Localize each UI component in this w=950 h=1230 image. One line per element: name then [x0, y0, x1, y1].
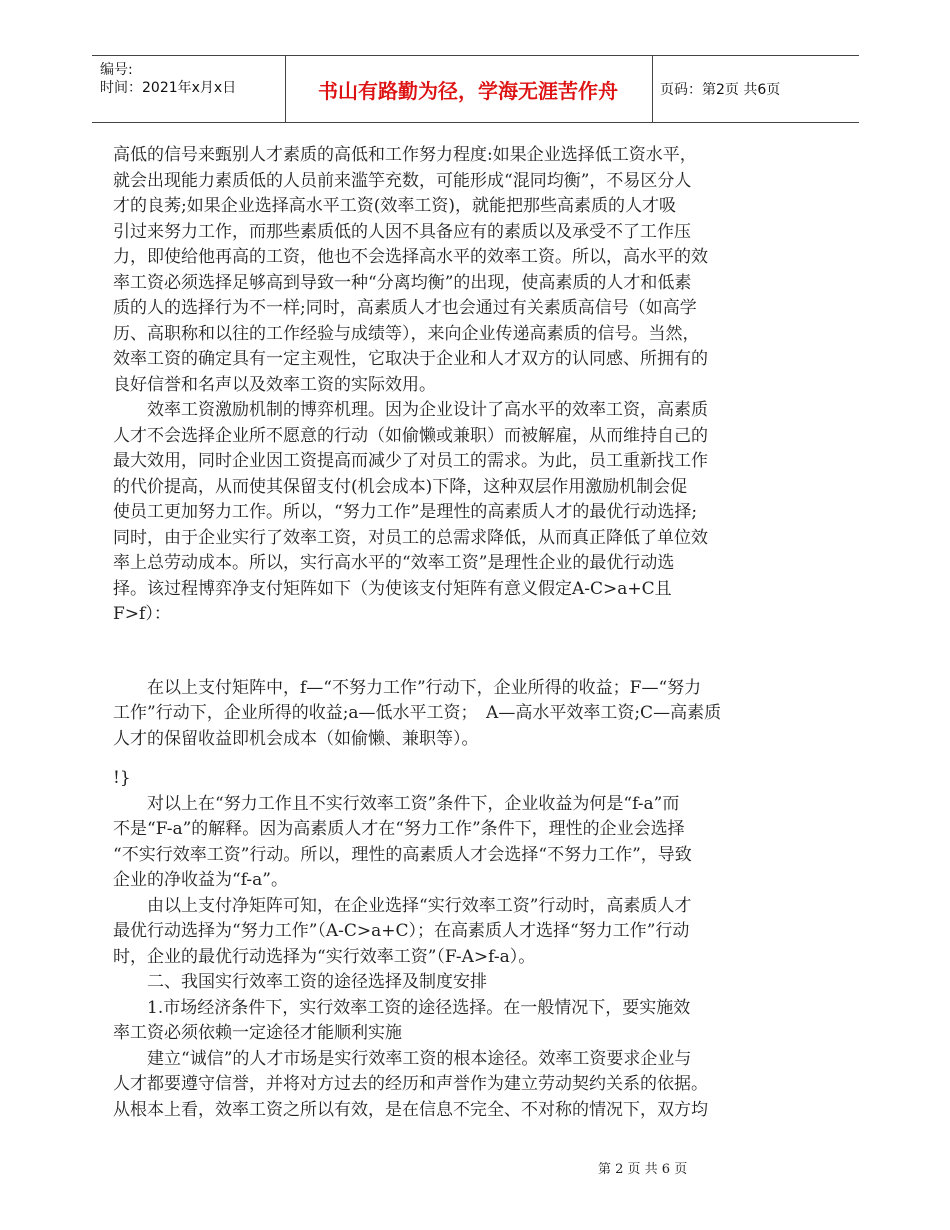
- text-line: 时，企业的最优行动选择为“实行效率工资”（F-A>f-a）。: [113, 946, 536, 967]
- page-header: [92, 55, 859, 123]
- body-paragraphs-3: [113, 766, 773, 1123]
- page-footer: 第 2 页 共 6 页: [598, 1162, 688, 1177]
- header-divider-left: [285, 56, 286, 122]
- text-line: F>f）：: [113, 604, 171, 624]
- document-body: [113, 143, 773, 1123]
- text-line: 才的良莠;如果企业选择高水平工资(效率工资)，就能把那些高素质的人才吸: [113, 196, 676, 216]
- text-line: “不实行效率工资”行动。所以，理性的高素质人才会选择“不努力工作”，导致: [113, 844, 692, 865]
- text-line: 良好信誉和名声以及效率工资的实际效用。: [113, 374, 436, 395]
- text-line: 力，即使给他再高的工资，他也不会选择高水平的效率工资。所以，高水平的效: [113, 247, 708, 267]
- text-line: 就会出现能力素质低的人员前来滥竽充数，可能形成“混同均衡”，不易区分人: [113, 170, 692, 191]
- text-line: 企业的净收益为“f-a”。: [113, 870, 288, 890]
- header-number-label: 编号:: [100, 62, 133, 78]
- text-line: 历、高职称和以往的工作经验与成绩等），来向企业传递高素质的信号。当然，: [113, 323, 700, 344]
- text-line: !}: [113, 768, 131, 788]
- text-line: 使员工更加努力工作。所以，“努力工作”是理性的高素质人才的最优行动选择;: [113, 502, 698, 522]
- payoff-matrix-placeholder: [113, 628, 773, 676]
- text-line: 1.市场经济条件下，实行效率工资的途径选择。在一般情况下，要实施效: [113, 997, 691, 1018]
- text-line: 效率工资的确定具有一定主观性，它取决于企业和人才双方的认同感、所拥有的: [113, 349, 708, 369]
- text-line: 择。该过程博弈净支付矩阵如下（为使该支付矩阵有意义假定A-C>a+C且: [113, 578, 672, 599]
- text-line: 高低的信号来甄别人才素质的高低和工作努力程度:如果企业选择低工资水平，: [113, 145, 697, 165]
- text-line: 率上总劳动成本。所以，实行高水平的“效率工资”是理性企业的最优行动选: [113, 553, 675, 573]
- text-line: 在以上支付矩阵中，f—“不努力工作”行动下，企业所得的收益；F—“努力: [113, 677, 702, 698]
- text-line: 质的人的选择行为不一样;同时，高素质人才也会通过有关素质高信号（如高学: [113, 298, 697, 318]
- text-line: 对以上在“努力工作且不实行效率工资”条件下，企业收益为何是“f-a”而: [113, 793, 680, 814]
- header-page-info: 页码：第2页 共6页: [660, 82, 781, 98]
- text-line: 引过来努力工作，而那些素质低的人因不具备应有的素质以及承受不了工作压: [113, 221, 691, 242]
- text-line: 不是“F-a”的解释。因为高素质人才在“努力工作”条件下，理性的企业会选择: [113, 819, 685, 839]
- text-line: 最大效用，同时企业因工资提高而减少了对员工的需求。为此，员工重新找工作: [113, 451, 708, 471]
- header-motto: 书山有路勤为径，学海无涯苦作舟: [318, 78, 618, 103]
- paragraph-gap: [113, 752, 773, 766]
- text-line: 效率工资激励机制的博弈机理。因为企业设计了高水平的效率工资，高素质: [113, 400, 708, 420]
- header-meta: [100, 61, 236, 97]
- text-line: 二、我国实行效率工资的途径选择及制度安排: [113, 972, 487, 992]
- text-line: 人才不会选择企业所不愿意的行动（如偷懒或兼职）而被解雇，从而维持自己的: [113, 425, 708, 446]
- text-line: 从根本上看，效率工资之所以有效，是在信息不完全、不对称的情况下，双方均: [113, 1099, 708, 1120]
- text-line: 的代价提高，从而使其保留支付(机会成本)下降，这种双层作用激励机制会促: [113, 476, 688, 497]
- text-line: 率工资必须选择足够高到导致一种“分离均衡”的出现，使高素质的人才和低素: [113, 272, 692, 293]
- text-line: 同时，由于企业实行了效率工资，对员工的总需求降低，从而真正降低了单位效: [113, 527, 708, 548]
- header-divider-right: [652, 56, 653, 122]
- header-time-label: 时间：2021年x月x日: [100, 80, 237, 96]
- text-line: 人才都要遵守信誉，并将对方过去的经历和声誉作为建立劳动契约关系的依据。: [113, 1074, 708, 1094]
- text-line: 由以上支付净矩阵可知，在企业选择“实行效率工资”行动时，高素质人才: [113, 895, 692, 916]
- body-paragraphs-2: [113, 676, 773, 753]
- text-line: 最优行动选择为“努力工作”（A-C>a+C）；在高素质人才选择“努力工作”行动: [113, 921, 690, 941]
- text-line: 人才的保留收益即机会成本（如偷懒、兼职等）。: [113, 728, 479, 749]
- text-line: 建立“诚信”的人才市场是实行效率工资的根本途径。效率工资要求企业与: [113, 1048, 692, 1069]
- body-paragraphs-1: [113, 143, 773, 628]
- text-line: 工作”行动下，企业所得的收益;a—低水平工资； A—高水平效率工资;C—高素质: [113, 703, 722, 723]
- text-line: 率工资必须依赖一定途径才能顺利实施: [113, 1023, 402, 1043]
